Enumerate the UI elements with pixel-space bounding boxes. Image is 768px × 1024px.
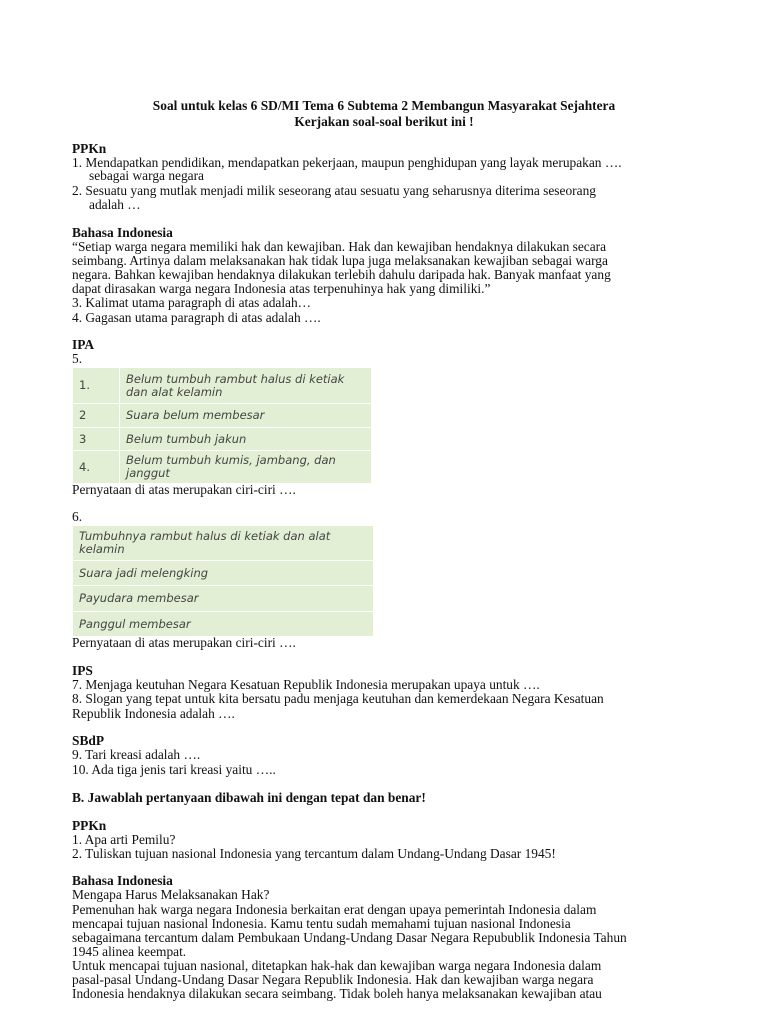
question-5-statement: Pernyataan di atas merupakan ciri-ciri …. [72, 482, 296, 497]
question-10: 10. Ada tiga jenis tari kreasi yaitu ….. [72, 762, 276, 777]
section-b-heading: B. Jawablah pertanyaan dibawah ini dengan tepat dan benar! [72, 790, 426, 805]
table-row [73, 428, 372, 451]
question-2: 2. Sesuatu yang mutlak menjadi milik seseorang atau sesuatu yang seharusnya diterima seseorang [72, 183, 596, 198]
question-3: 3. Kalimat utama paragraph di atas adalah… [72, 295, 312, 310]
row-text [120, 368, 372, 404]
passage-line: mencapai tujuan nasional Indonesia. Kamu tentu sudah memahami tujuan nasional Indonesia [72, 916, 571, 931]
row-text-line: Belum tumbuh rambut halus di ketiak [126, 371, 345, 386]
passage-title: Mengapa Harus Melaksanakan Hak? [72, 887, 270, 902]
ppkn-heading: PPKn [72, 818, 107, 833]
question-6-statement: Pernyataan di atas merupakan ciri-ciri …. [72, 635, 296, 650]
question-b2: 2. Tuliskan tujuan nasional Indonesia yang tercantum dalam Undang-Undang Dasar 1945! [72, 846, 556, 861]
row-text: Suara jadi melengking [73, 561, 374, 586]
row-text [73, 526, 374, 561]
characteristics-table-2 [72, 525, 374, 637]
row-text [120, 451, 372, 484]
table-row [73, 612, 374, 637]
passage-line: Untuk mencapai tujuan nasional, ditetapkan hak-hak dan kewajiban warga negara Indonesia dalam [72, 958, 602, 973]
row-text: Payudara membesar [73, 586, 374, 612]
passage-line: seimbang. Artinya dalam melaksanakan hak tidak lupa juga melaksanakan kewajiban sebagai warga [72, 253, 608, 268]
question-6: 6. [72, 509, 83, 524]
question-9: 9. Tari kreasi adalah …. [72, 747, 201, 762]
row-text: Panggul membesar [73, 612, 374, 637]
row-text-line: janggut [126, 466, 170, 480]
passage-line: pasal-pasal Undang-Undang Dasar Negara Republik Indonesia. Hak dan kewajiban warga negara [72, 972, 594, 987]
row-number: 3 [73, 428, 120, 451]
passage-line: sebagaimana tercantum dalam Pembukaan Undang-Undang Dasar Negara Repubublik Indonesia Tahun [72, 930, 627, 945]
question-1-cont: sebagai warga negara [89, 168, 204, 183]
page-title: Soal untuk kelas 6 SD/MI Tema 6 Subtema 2 Membangun Masyarakat Sejahtera [152, 98, 616, 113]
ppkn-heading: PPKn [72, 141, 107, 156]
page-subtitle: Kerjakan soal-soal berikut ini ! [294, 114, 474, 129]
characteristics-table-1 [72, 367, 372, 484]
row-text: Belum tumbuh jakun [120, 428, 372, 451]
passage-line: 1945 alinea keempat. [72, 944, 187, 959]
question-b1: 1. Apa arti Pemilu? [72, 832, 176, 847]
row-text-line: Tumbuhnya rambut halus di ketiak dan alat [79, 529, 331, 543]
row-text-line: Belum tumbuh kumis, jambang, dan [126, 453, 336, 467]
passage-line: Indonesia hendaknya dilakukan secara seimbang. Tidak boleh hanya melaksanakan kewajiban atau [72, 986, 602, 1001]
question-4: 4. Gagasan utama paragraph di atas adalah …. [72, 310, 321, 325]
question-7: 7. Menjaga keutuhan Negara Kesatuan Republik Indonesia merupakan upaya untuk …. [72, 677, 540, 692]
row-number: 4. [73, 451, 120, 484]
row-number: 2 [73, 404, 120, 428]
question-8-cont: Republik Indonesia adalah …. [72, 706, 235, 721]
ips-heading: IPS [72, 663, 93, 678]
bindo-heading: Bahasa Indonesia [72, 873, 173, 888]
question-1: 1. Mendapatkan pendidikan, mendapatkan pekerjaan, maupun penghidupan yang layak merupakan …. [72, 155, 622, 170]
row-text: Suara belum membesar [120, 404, 372, 428]
table-row [73, 404, 372, 428]
table-row [73, 451, 372, 484]
table-row [73, 586, 374, 612]
ipa-heading: IPA [72, 337, 95, 352]
question-8: 8. Slogan yang tepat untuk kita bersatu padu menjaga keutuhan dan kemerdekaan Negara Kesatuan [72, 691, 604, 706]
passage-line: Pemenuhan hak warga negara Indonesia berkaitan erat dengan upaya pemerintah Indonesia dalam [72, 902, 597, 917]
bindo-heading: Bahasa Indonesia [72, 225, 173, 240]
table-row [73, 561, 374, 586]
passage-line: negara. Bahkan kewajiban hendaknya dilakukan terlebih dahulu daripada hak. Banyak manfaat yang [72, 267, 611, 282]
table-row [73, 526, 374, 561]
question-5: 5. [72, 351, 83, 366]
table-row [73, 368, 372, 404]
row-number: 1. [73, 368, 120, 404]
passage-line: “Setiap warga negara memiliki hak dan kewajiban. Hak dan kewajiban hendaknya dilakukan secara [72, 239, 607, 254]
sbdp-heading: SBdP [72, 733, 105, 748]
passage-line: dapat dirasakan warga negara Indonesia atas terpenuhinya hak yang dimiliki.” [72, 281, 491, 296]
row-text-line: kelamin [79, 542, 125, 556]
row-text-line: dan alat kelamin [126, 384, 223, 399]
question-2-cont: adalah … [89, 197, 141, 212]
